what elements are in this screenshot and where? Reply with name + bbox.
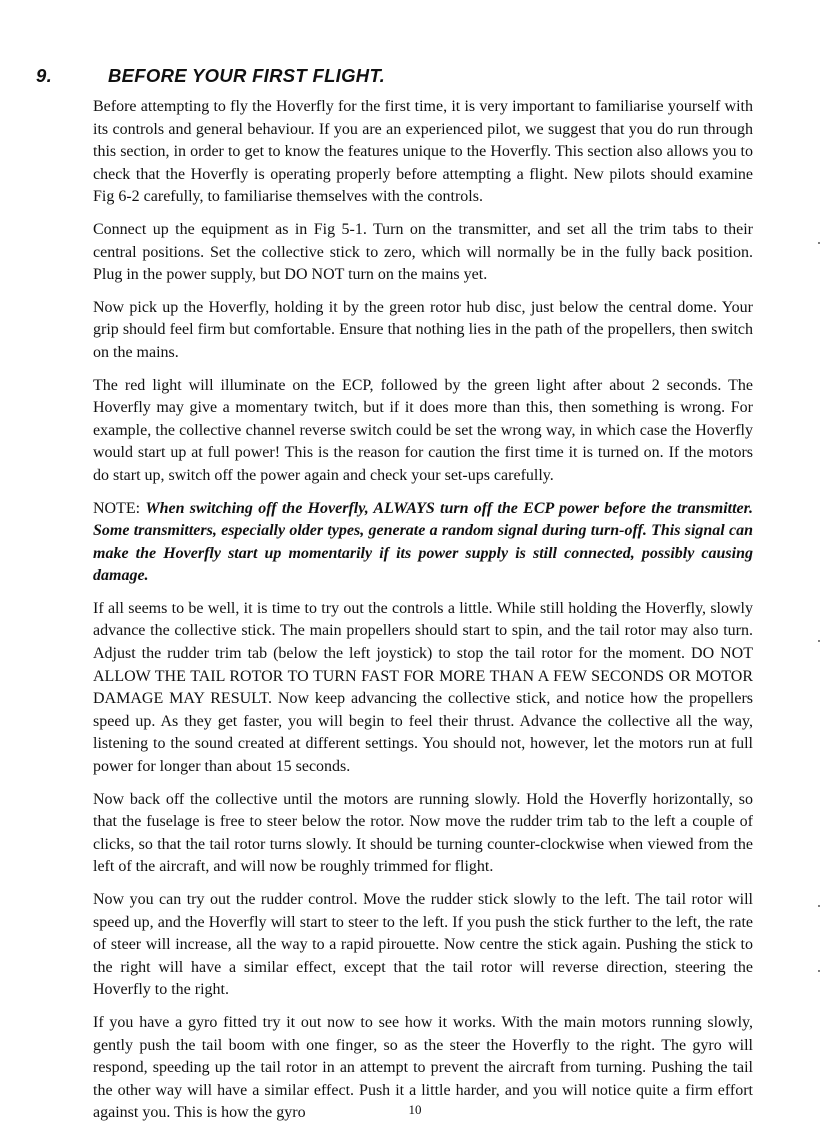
note-paragraph <box>93 498 753 588</box>
page-number: 10 <box>408 1102 422 1117</box>
paragraph-connect: Connect up the equipment as in Fig 5-1. Turn on the transmitter, and set all the trim tabs to their central positions. Set the collective stick to zero, which will normally be in the fully back position. Plug in the power supply, but DO NOT turn on the mains yet. <box>93 220 753 284</box>
note-label: NOTE: <box>93 499 141 517</box>
note-text: When switching off the Hoverfly, ALWAYS turn off the ECP power before the transmitter. Some transmitters, especially older types, generate a random signal during turn-off. This signal can make the Hoverfly start up momentarily if its power supply is still connected, possibly causing damage. <box>93 499 754 585</box>
paragraph-pick-up: Now pick up the Hoverfly, holding it by the green rotor hub disc, just below the central dome. Your grip should feel firm but comfortable. Ensure that nothing lies in the path of the propellers, then switch on the mains. <box>93 298 753 361</box>
scan-speck <box>818 242 820 244</box>
scan-speck <box>818 970 820 972</box>
section-number: 9. <box>36 65 53 86</box>
section-heading <box>36 64 736 88</box>
paragraph-gyro: If you have a gyro fitted try it out now to see how it works. With the main motors running slowly, gently push the tail boom with one finger, so as the steer the Hoverfly to the right. The gyro will respond, speeding up the tail rotor in an attempt to prevent the aircraft from turning. Pushing the tail the other way will have a similar effect. Push it a little harder, and you will notice quite a firm effort against you. This is how the gyro <box>93 1013 753 1122</box>
paragraph-back-off: Now back off the collective until the motors are running slowly. Hold the Hoverfly horizontally, so that the fuselage is free to steer below the rotor. Now move the rudder trim tab to the left a couple of clicks, so that the tail rotor turns slowly. It should be turning counter-clockwise when viewed from the left of the aircraft, and will now be roughly trimmed for flight. <box>93 790 753 876</box>
body-text <box>93 96 753 1135</box>
scan-speck <box>818 640 820 642</box>
scan-speck <box>818 905 820 907</box>
paragraph-red-light: The red light will illuminate on the ECP, followed by the green light after about 2 seconds. The Hoverfly may give a momentary twitch, but if it does more than this, then something is wrong. For example, the collective channel reverse switch could be set the wrong way, in which case the Hoverfly would start up at full power! This is the reason for caution the first time it is turned on. If the motors do start up, switch off the power again and check your set-ups carefully. <box>93 376 753 484</box>
paragraph-try-controls: If all seems to be well, it is time to try out the controls a little. While still holding the Hoverfly, slowly advance the collective stick. The main propellers should start to spin, and the tail rotor may also turn. Adjust the rudder trim tab (below the left joystick) to stop the tail rotor for the moment. DO NOT ALLOW THE TAIL ROTOR TO TURN FAST FOR MORE THAN A FEW SECONDS OR MOTOR DAMAGE MAY RESULT. Now keep advancing the collective stick, and notice how the propellers speed up. As they get faster, you will begin to feel their thrust. Advance the collective all the way, listening to the sound created at different settings. You should not, however, let the motors run at full power for longer than about 15 seconds. <box>93 599 753 776</box>
paragraph-rudder: Now you can try out the rudder control. Move the rudder stick slowly to the left. The tail rotor will speed up, and the Hoverfly will start to steer to the left. If you push the stick further to the left, the rate of steer will increase, all the way to a rapid pirouette. Now centre the stick again. Pushing the stick to the right will have a similar effect, except that the tail rotor will reverse direction, steering the Hoverfly to the right. <box>93 891 753 999</box>
paragraph-intro: Before attempting to fly the Hoverfly for the first time, it is very important to familiarise yourself with its controls and general behaviour. If you are an experienced pilot, we suggest that you do run through this section, in order to get to know the features unique to the Hoverfly. This section also allows you to check that the Hoverfly is operating properly before attempting a flight. New pilots should examine Fig 6-2 carefully, to familiarise themselves with the controls. <box>93 98 753 206</box>
section-title: BEFORE YOUR FIRST FLIGHT. <box>108 65 386 86</box>
